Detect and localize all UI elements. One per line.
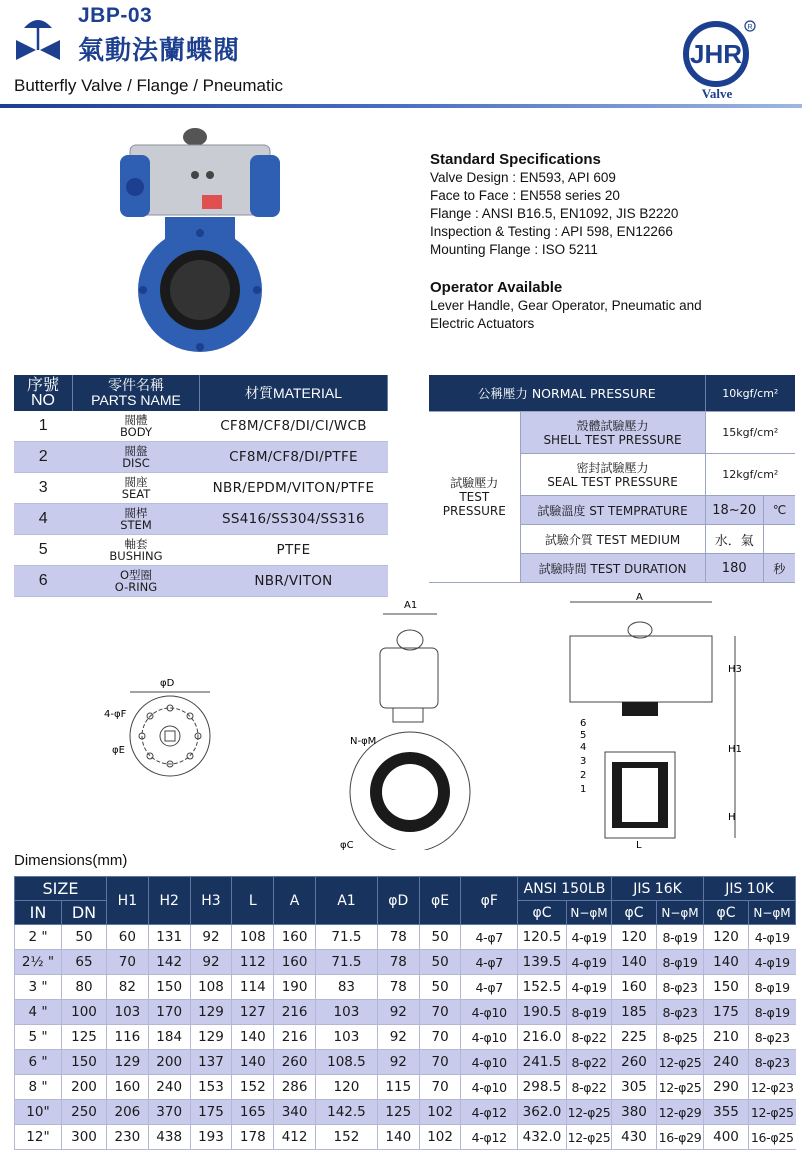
dims-cell: 4 " [15, 1000, 62, 1025]
spec-line: Inspection & Testing : API 598, EN12266 [430, 224, 673, 239]
label-h3: H3 [728, 664, 742, 675]
dims-cell: 8-φ19 [657, 925, 704, 950]
dims-row [15, 1025, 796, 1050]
standard-specifications [430, 151, 678, 259]
parts-row: 6 O型圈 O-RING NBR/VITON [14, 566, 388, 597]
dims-cell: 8-φ25 [657, 1025, 704, 1050]
dims-cell: 178 [232, 1125, 274, 1150]
dims-cell: 92 [377, 1025, 419, 1050]
dims-cell: 112 [232, 950, 274, 975]
label-a1: A1 [404, 600, 418, 611]
dims-cell: 131 [148, 925, 190, 950]
dims-cell: 70 [419, 1050, 461, 1075]
dims-cell: 83 [315, 975, 377, 1000]
dims-cell: 50 [62, 925, 107, 950]
dims-cell: 142 [148, 950, 190, 975]
dims-cell: 125 [62, 1025, 107, 1050]
dims-cell: 150 [704, 975, 749, 1000]
side-view-drawing [340, 600, 470, 850]
dims-cell: 216 [274, 1000, 316, 1025]
dims-cell: 92 [377, 1050, 419, 1075]
pressure-row: 試驗介質 TEST MEDIUM 水．氣 [429, 525, 795, 554]
dims-cell: 241.5 [518, 1050, 567, 1075]
dims-cell: 12-φ25 [749, 1100, 796, 1125]
part-number: 5 [580, 730, 587, 741]
dims-cell: 78 [377, 950, 419, 975]
dims-cell: 140 [232, 1050, 274, 1075]
dims-cell: 305 [612, 1075, 657, 1100]
dims-cell: 120.5 [518, 925, 567, 950]
title-english: Butterfly Valve / Flange / Pneumatic [14, 76, 283, 95]
dims-cell: 4-φ10 [461, 1025, 518, 1050]
dims-row [15, 950, 796, 975]
dims-cell: 300 [62, 1125, 107, 1150]
spec-line: Face to Face : EN558 series 20 [430, 188, 620, 203]
dims-cell: 103 [315, 1000, 377, 1025]
dims-cell: 2½ " [15, 950, 62, 975]
standard-heading: Standard Specifications [430, 151, 601, 168]
dims-cell: 78 [377, 925, 419, 950]
dims-cell: 129 [190, 1025, 232, 1050]
dims-cell: 8-φ22 [567, 1075, 612, 1100]
dims-cell: 8-φ23 [749, 1050, 796, 1075]
dims-cell: 120 [315, 1075, 377, 1100]
label-a: A [636, 592, 643, 603]
title-chinese: 氣動法蘭蝶閥 [78, 36, 241, 66]
dims-cell: 175 [704, 1000, 749, 1025]
spec-line: Mounting Flange : ISO 5211 [430, 242, 598, 257]
dims-cell: 200 [62, 1075, 107, 1100]
dims-row [15, 1100, 796, 1125]
parts-row: 5 軸套 BUSHING PTFE [14, 535, 388, 566]
spec-line: Flange : ANSI B16.5, EN1092, JIS B2220 [430, 206, 679, 221]
dims-cell: 152 [315, 1125, 377, 1150]
model-number: JBP-03 [78, 4, 153, 27]
dims-cell: 102 [419, 1125, 461, 1150]
dims-cell: 139.5 [518, 950, 567, 975]
dims-cell: 12" [15, 1125, 62, 1150]
pressure-row: 試驗時間 TEST DURATION 180 秒 [429, 554, 795, 583]
label-l: L [636, 840, 642, 850]
dims-cell: 175 [190, 1100, 232, 1125]
dims-cell: 225 [612, 1025, 657, 1050]
dims-cell: 8-φ23 [749, 1025, 796, 1050]
dims-header-row-1: SIZE H1 H2 H3 L A A1 φD φE φF ANSI 150LB JIS 16K JIS 10K [15, 877, 796, 901]
dims-cell: 50 [419, 975, 461, 1000]
dims-body [15, 925, 796, 1150]
dims-cell: 70 [419, 1075, 461, 1100]
dims-cell: 160 [274, 950, 316, 975]
dims-cell: 150 [148, 975, 190, 1000]
dims-cell: 2 " [15, 925, 62, 950]
parts-row: 3 閥座 SEAT NBR/EPDM/VITON/PTFE [14, 473, 388, 504]
dims-cell: 4-φ12 [461, 1100, 518, 1125]
dims-cell: 80 [62, 975, 107, 1000]
dims-cell: 65 [62, 950, 107, 975]
dims-cell: 16-φ29 [657, 1125, 704, 1150]
parts-row: 4 閥桿 STEM SS416/SS304/SS316 [14, 504, 388, 535]
dims-cell: 12-φ25 [567, 1125, 612, 1150]
dims-header-row-2: IN DN φC N−φM φC N−φM φC N−φM [15, 901, 796, 925]
dims-cell: 165 [232, 1100, 274, 1125]
dims-cell: 8 " [15, 1075, 62, 1100]
dims-cell: 92 [377, 1000, 419, 1025]
dims-cell: 4-φ7 [461, 975, 518, 1000]
dims-cell: 78 [377, 975, 419, 1000]
dims-cell: 12-φ25 [657, 1050, 704, 1075]
dims-cell: 438 [148, 1125, 190, 1150]
dims-cell: 140 [612, 950, 657, 975]
material-header: 材質MATERIAL [200, 375, 388, 411]
dims-cell: 4-φ19 [567, 950, 612, 975]
dims-cell: 4-φ12 [461, 1125, 518, 1150]
dims-cell: 16-φ25 [749, 1125, 796, 1150]
dims-cell: 140 [377, 1125, 419, 1150]
dims-cell: 8-φ19 [567, 1000, 612, 1025]
dims-cell: 71.5 [315, 925, 377, 950]
dims-cell: 4-φ10 [461, 1050, 518, 1075]
dims-cell: 100 [62, 1000, 107, 1025]
dims-cell: 355 [704, 1100, 749, 1125]
dims-cell: 152 [232, 1075, 274, 1100]
dims-cell: 50 [419, 925, 461, 950]
dims-cell: 4-φ10 [461, 1000, 518, 1025]
dims-cell: 160 [107, 1075, 149, 1100]
dims-cell: 4-φ19 [567, 975, 612, 1000]
operator-line: Lever Handle, Gear Operator, Pneumatic and [430, 298, 702, 313]
dims-cell: 160 [274, 925, 316, 950]
dims-row [15, 1125, 796, 1150]
dims-cell: 50 [419, 950, 461, 975]
normal-pressure-value: 10kgf/cm² [705, 375, 795, 412]
label-h1: H1 [728, 744, 742, 755]
dims-cell: 432.0 [518, 1125, 567, 1150]
dims-cell: 125 [377, 1100, 419, 1125]
part-number: 3 [580, 756, 587, 767]
dims-cell: 127 [232, 1000, 274, 1025]
dims-cell: 190.5 [518, 1000, 567, 1025]
dims-cell: 184 [148, 1025, 190, 1050]
dims-cell: 8-φ23 [657, 1000, 704, 1025]
parts-header-row [14, 375, 388, 411]
dims-cell: 193 [190, 1125, 232, 1150]
dims-cell: 4-φ19 [567, 925, 612, 950]
dims-cell: 216 [274, 1025, 316, 1050]
dims-cell: 12-φ25 [657, 1075, 704, 1100]
dims-cell: 3 " [15, 975, 62, 1000]
dims-cell: 185 [612, 1000, 657, 1025]
dims-cell: 286 [274, 1075, 316, 1100]
part-number: 1 [580, 784, 587, 795]
name-header: 零件名稱 PARTS NAME [73, 375, 200, 411]
technical-drawings [0, 592, 802, 850]
dims-cell: 412 [274, 1125, 316, 1150]
dims-cell: 129 [107, 1050, 149, 1075]
dims-cell: 142.5 [315, 1100, 377, 1125]
dims-cell: 70 [419, 1000, 461, 1025]
pressure-table [429, 375, 795, 583]
dims-cell: 8-φ19 [657, 950, 704, 975]
label-phi-e: φE [112, 745, 125, 756]
dims-cell: 12-φ25 [567, 1100, 612, 1125]
dims-cell: 380 [612, 1100, 657, 1125]
dims-cell: 210 [704, 1025, 749, 1050]
dims-cell: 108.5 [315, 1050, 377, 1075]
dims-cell: 114 [232, 975, 274, 1000]
test-pressure-side-label: 試驗壓力 TEST PRESSURE [429, 412, 520, 583]
dims-cell: 4-φ7 [461, 925, 518, 950]
dims-cell: 190 [274, 975, 316, 1000]
dims-cell: 92 [190, 925, 232, 950]
dims-cell: 70 [107, 950, 149, 975]
normal-pressure-row [429, 375, 795, 412]
dims-cell: 8-φ23 [657, 975, 704, 1000]
pressure-row: 密封試驗壓力 SEAL TEST PRESSURE 12kgf/cm² [429, 454, 795, 496]
dims-cell: 260 [274, 1050, 316, 1075]
dimensions-title: Dimensions(mm) [14, 852, 128, 869]
dims-cell: 82 [107, 975, 149, 1000]
dims-cell: 260 [612, 1050, 657, 1075]
dims-cell: 12-φ29 [657, 1100, 704, 1125]
parts-row: 1 閥體 BODY CF8M/CF8/DI/CI/WCB [14, 411, 388, 442]
dims-cell: 250 [62, 1100, 107, 1125]
front-view-drawing [570, 592, 742, 850]
dims-cell: 92 [190, 950, 232, 975]
dims-cell: 430 [612, 1125, 657, 1150]
dims-cell: 150 [62, 1050, 107, 1075]
dims-cell: 4-φ19 [749, 950, 796, 975]
dims-cell: 160 [612, 975, 657, 1000]
dims-cell: 116 [107, 1025, 149, 1050]
dims-cell: 137 [190, 1050, 232, 1075]
dims-cell: 216.0 [518, 1025, 567, 1050]
operator-heading: Operator Available [430, 279, 563, 296]
label-h: H [728, 812, 736, 823]
dims-cell: 400 [704, 1125, 749, 1150]
header-divider [0, 104, 802, 108]
dims-cell: 170 [148, 1000, 190, 1025]
dims-cell: 108 [190, 975, 232, 1000]
dims-cell: 103 [107, 1000, 149, 1025]
label-phi-c: φC [340, 840, 354, 850]
dims-cell: 10" [15, 1100, 62, 1125]
dims-cell: 6 " [15, 1050, 62, 1075]
dims-cell: 4-φ10 [461, 1075, 518, 1100]
dims-cell: 200 [148, 1050, 190, 1075]
dims-cell: 71.5 [315, 950, 377, 975]
logo-letters: JHR [689, 39, 743, 69]
normal-pressure-label: 公稱壓力 NORMAL PRESSURE [429, 375, 705, 412]
dims-cell: 12-φ23 [749, 1075, 796, 1100]
dims-cell: 120 [704, 925, 749, 950]
dims-row [15, 1000, 796, 1025]
dims-cell: 115 [377, 1075, 419, 1100]
dims-cell: 120 [612, 925, 657, 950]
part-number: 2 [580, 770, 587, 781]
operator-line: Electric Actuators [430, 316, 535, 331]
dims-cell: 102 [419, 1100, 461, 1125]
dims-cell: 108 [232, 925, 274, 950]
dims-cell: 153 [190, 1075, 232, 1100]
product-illustration [110, 125, 285, 355]
dims-row [15, 975, 796, 1000]
dims-cell: 298.5 [518, 1075, 567, 1100]
part-number: 4 [580, 742, 587, 753]
spec-line: Valve Design : EN593, API 609 [430, 170, 616, 185]
parts-table [14, 375, 388, 597]
part-number: 6 [580, 718, 587, 729]
dims-cell: 370 [148, 1100, 190, 1125]
dims-cell: 70 [419, 1025, 461, 1050]
dims-cell: 240 [704, 1050, 749, 1075]
pressure-row: 試驗壓力 TEST PRESSURE 殼體試驗壓力 SHELL TEST PRESSURE 15kgf/cm² [429, 412, 795, 454]
dims-cell: 4-φ7 [461, 950, 518, 975]
label-4-phi-f: 4-φF [104, 709, 127, 720]
dims-row [15, 925, 796, 950]
jhr-logo-icon [682, 18, 758, 90]
dims-cell: 5 " [15, 1025, 62, 1050]
dims-cell: 8-φ19 [749, 1000, 796, 1025]
dims-row [15, 1050, 796, 1075]
dims-cell: 103 [315, 1025, 377, 1050]
dims-cell: 240 [148, 1075, 190, 1100]
dims-cell: 4-φ19 [749, 925, 796, 950]
dims-cell: 8-φ22 [567, 1025, 612, 1050]
dims-cell: 340 [274, 1100, 316, 1125]
flange-face-drawing [104, 678, 210, 776]
label-n-phi-m: N-φM [350, 736, 377, 747]
dims-cell: 129 [190, 1000, 232, 1025]
operator-available [430, 279, 702, 333]
dims-cell: 140 [232, 1025, 274, 1050]
dims-cell: 206 [107, 1100, 149, 1125]
pressure-row: 試驗溫度 ST TEMPRATURE 18~20 ℃ [429, 496, 795, 525]
dims-cell: 362.0 [518, 1100, 567, 1125]
dims-cell: 152.5 [518, 975, 567, 1000]
label-phi-d: φD [160, 678, 175, 689]
dims-cell: 60 [107, 925, 149, 950]
dims-row [15, 1075, 796, 1100]
dimensions-table [14, 876, 796, 1150]
dims-cell: 290 [704, 1075, 749, 1100]
dims-cell: 8-φ22 [567, 1050, 612, 1075]
logo-valve-text: Valve [701, 86, 733, 101]
svg-text:R: R [747, 24, 753, 31]
dims-cell: 8-φ19 [749, 975, 796, 1000]
valve-symbol-icon [12, 14, 64, 66]
parts-row: 2 閥盤 DISC CF8M/CF8/DI/PTFE [14, 442, 388, 473]
dims-cell: 140 [704, 950, 749, 975]
dims-cell: 230 [107, 1125, 149, 1150]
no-header: 序號 NO [14, 375, 73, 411]
